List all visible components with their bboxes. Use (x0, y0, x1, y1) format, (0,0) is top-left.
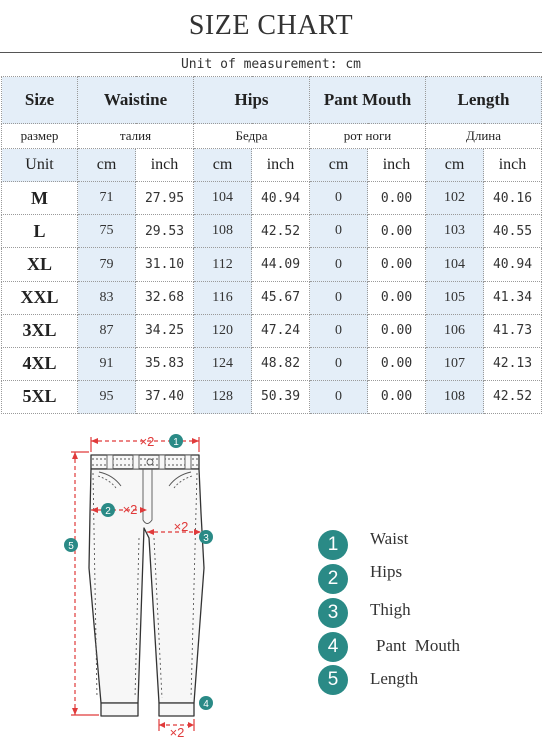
mouth-cm-cell: 0 (310, 347, 368, 380)
legend-label: Thigh (370, 600, 411, 619)
waist-cm-cell: 79 (78, 248, 136, 281)
hips-multiplier-label: ×2 (122, 502, 138, 517)
mouth-inch-cell: 0.00 (368, 347, 426, 380)
table-row (2, 281, 542, 314)
waist-cm-cell: 83 (78, 281, 136, 314)
waist-inch-cell: 27.95 (136, 182, 194, 215)
length-inch-cell: 40.16 (484, 182, 542, 215)
table-row (2, 182, 542, 215)
mouth-inch-cell: 0.00 (368, 248, 426, 281)
hips-inch-cell: 50.39 (252, 380, 310, 413)
marker-waist-number: 1 (173, 437, 179, 448)
waist-inch-cell: 32.68 (136, 281, 194, 314)
mouth-inch-cell: 0.00 (368, 281, 426, 314)
unit-label: Unit (2, 149, 78, 182)
unit-cm: cm (78, 149, 136, 182)
legend-number: 4 (318, 632, 348, 662)
table-row (2, 347, 542, 380)
size-cell: XXL (2, 281, 78, 314)
table-row (2, 380, 542, 413)
marker-thigh-number: 3 (203, 533, 209, 544)
length-inch-cell: 42.13 (484, 347, 542, 380)
title-divider (0, 52, 542, 53)
unit-cm: cm (194, 149, 252, 182)
hips-cm-cell: 116 (194, 281, 252, 314)
waist-inch-cell: 29.53 (136, 215, 194, 248)
length-inch-cell: 41.73 (484, 314, 542, 347)
waist-inch-cell: 31.10 (136, 248, 194, 281)
header-length: Length (426, 77, 542, 124)
russian-waist: талия (78, 124, 194, 149)
mouth-inch-cell: 0.00 (368, 314, 426, 347)
hips-inch-cell: 47.24 (252, 314, 310, 347)
size-cell: 5XL (2, 380, 78, 413)
length-inch-cell: 42.52 (484, 380, 542, 413)
legend-label: Pant Mouth (376, 636, 461, 655)
marker-hips-number: 2 (105, 506, 111, 517)
unit-inch: inch (252, 149, 310, 182)
legend-label: Length (370, 669, 419, 688)
length-inch-cell: 41.34 (484, 281, 542, 314)
waist-inch-cell: 35.83 (136, 347, 194, 380)
header-hips: Hips (194, 77, 310, 124)
hips-cm-cell: 128 (194, 380, 252, 413)
mouth-cm-cell: 0 (310, 281, 368, 314)
hips-inch-cell: 48.82 (252, 347, 310, 380)
header-size: Size (2, 77, 78, 124)
length-cm-cell: 102 (426, 182, 484, 215)
legend-number: 5 (318, 665, 348, 695)
waist-cm-cell: 91 (78, 347, 136, 380)
russian-size: размер (2, 124, 78, 149)
chart-title: SIZE CHART (188, 10, 354, 41)
header-waist: Waistine (78, 77, 194, 124)
header-pant-mouth: Pant Mouth (310, 77, 426, 124)
hips-inch-cell: 45.67 (252, 281, 310, 314)
table-row (2, 248, 542, 281)
hips-inch-cell: 44.09 (252, 248, 310, 281)
header-row (2, 77, 542, 124)
unit-row (2, 149, 542, 182)
unit-cm: cm (310, 149, 368, 182)
size-cell: 4XL (2, 347, 78, 380)
mouth-cm-cell: 0 (310, 314, 368, 347)
legend-number: 2 (318, 564, 348, 594)
legend-label: Hips (370, 562, 403, 581)
waist-inch-cell: 37.40 (136, 380, 194, 413)
size-cell: M (2, 182, 78, 215)
marker-mouth-number: 4 (203, 699, 209, 710)
unit-cm: cm (426, 149, 484, 182)
jeans-outline (89, 455, 204, 716)
legend-label: Waist (370, 529, 409, 548)
mouth-multiplier-label: ×2 (169, 725, 185, 740)
length-cm-cell: 107 (426, 347, 484, 380)
length-inch-cell: 40.55 (484, 215, 542, 248)
hips-cm-cell: 104 (194, 182, 252, 215)
russian-row (2, 124, 542, 149)
size-cell: 3XL (2, 314, 78, 347)
size-cell: L (2, 215, 78, 248)
waist-cm-cell: 95 (78, 380, 136, 413)
waist-inch-cell: 34.25 (136, 314, 194, 347)
length-inch-cell: 40.94 (484, 248, 542, 281)
mouth-cm-cell: 0 (310, 380, 368, 413)
russian-pant-mouth: рот ноги (310, 124, 426, 149)
unit-inch: inch (484, 149, 542, 182)
mouth-cm-cell: 0 (310, 248, 368, 281)
hips-inch-cell: 42.52 (252, 215, 310, 248)
length-cm-cell: 105 (426, 281, 484, 314)
mouth-inch-cell: 0.00 (368, 215, 426, 248)
size-cell: XL (2, 248, 78, 281)
hips-cm-cell: 124 (194, 347, 252, 380)
legend-number: 3 (318, 598, 348, 628)
marker-length-number: 5 (68, 541, 74, 552)
hips-inch-cell: 40.94 (252, 182, 310, 215)
length-cm-cell: 103 (426, 215, 484, 248)
unit-note: Unit of measurement: cm (180, 57, 361, 72)
russian-length: Длина (426, 124, 542, 149)
length-cm-cell: 106 (426, 314, 484, 347)
hips-cm-cell: 112 (194, 248, 252, 281)
jeans-diagram (55, 428, 225, 740)
waist-cm-cell: 87 (78, 314, 136, 347)
hips-cm-cell: 120 (194, 314, 252, 347)
russian-hips: Бедра (194, 124, 310, 149)
size-table (1, 76, 542, 414)
mouth-inch-cell: 0.00 (368, 182, 426, 215)
waist-multiplier-label: ×2 (139, 434, 155, 449)
unit-inch: inch (368, 149, 426, 182)
mouth-inch-cell: 0.00 (368, 380, 426, 413)
mouth-cm-cell: 0 (310, 182, 368, 215)
hips-cm-cell: 108 (194, 215, 252, 248)
legend-number: 1 (318, 530, 348, 560)
table-row (2, 314, 542, 347)
mouth-cm-cell: 0 (310, 215, 368, 248)
waist-cm-cell: 71 (78, 182, 136, 215)
thigh-multiplier-label: ×2 (173, 519, 189, 534)
length-cm-cell: 104 (426, 248, 484, 281)
table-row (2, 215, 542, 248)
length-cm-cell: 108 (426, 380, 484, 413)
unit-inch: inch (136, 149, 194, 182)
waist-cm-cell: 75 (78, 215, 136, 248)
